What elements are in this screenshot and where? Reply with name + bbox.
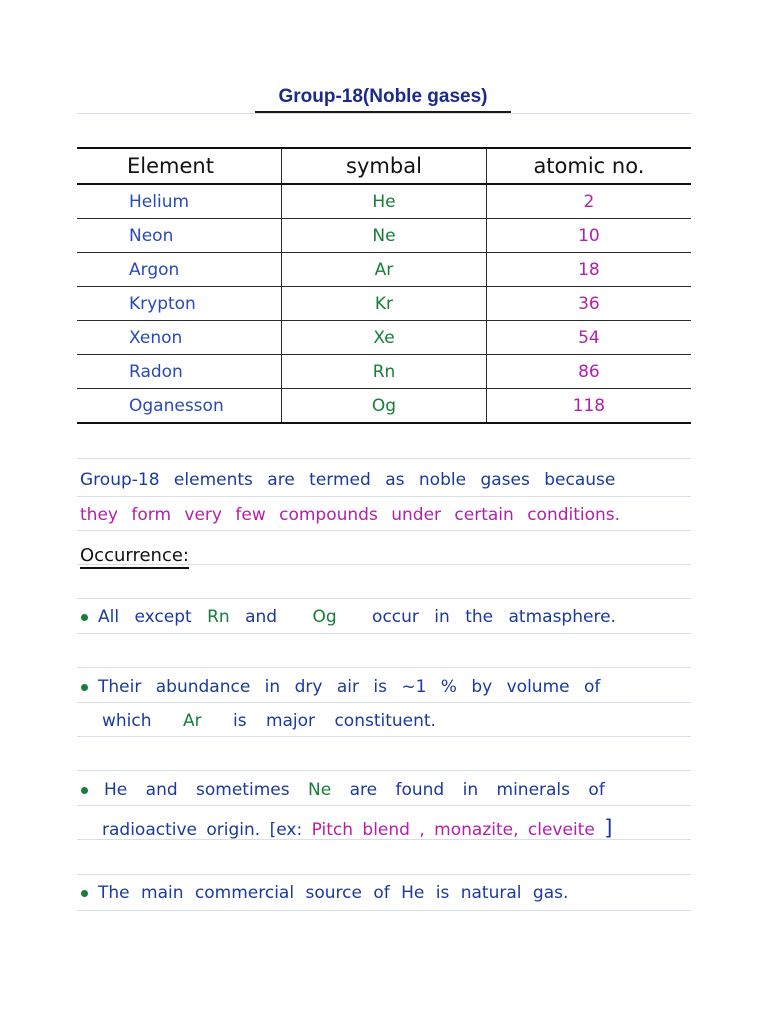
element-name: Neon [77, 219, 282, 253]
element-atomic-no: 118 [486, 389, 691, 424]
element-symbol: He [282, 184, 487, 219]
element-name: Helium [77, 184, 282, 219]
point-1-text-a: All except [98, 607, 192, 627]
element-atomic-no: 2 [486, 184, 691, 219]
point-2-rest: is major constituent. [232, 711, 436, 731]
point-3-text-b4: ] [604, 816, 613, 840]
ruled-line [77, 113, 691, 114]
elements-table [77, 147, 691, 424]
ruled-line [77, 633, 691, 634]
bullet-icon [81, 787, 88, 794]
page-title: Group-18(Noble gases) [255, 86, 511, 113]
point-1-and: and [245, 607, 278, 627]
table-row [77, 321, 691, 355]
point-1-og: Og [312, 607, 337, 627]
element-atomic-no: 10 [486, 219, 691, 253]
point-2-line-1: Their abundance in dry air is ~1 % by volume of [98, 677, 601, 697]
point-1-rn: Rn [207, 607, 230, 627]
table-row [77, 253, 691, 287]
point-4-line-1: The main commercial source of He is natural gas. [98, 883, 569, 903]
point-2-ar: Ar [182, 711, 202, 731]
table-row [77, 389, 691, 424]
element-symbol: Xe [282, 321, 487, 355]
point-3-examples: Pitch blend , monazite, cleveite [311, 820, 595, 840]
point-3-line-1 [104, 780, 714, 800]
ruled-line [77, 805, 691, 806]
ruled-line [77, 458, 691, 459]
element-name: Oganesson [77, 389, 282, 424]
ruled-line [77, 496, 691, 497]
intro-line-1: Group-18 elements are termed as noble gases because [80, 470, 616, 490]
bullet-icon [81, 614, 88, 621]
header-element: Element [77, 148, 282, 184]
section-heading: Occurrence: [80, 545, 189, 569]
point-3-ne: Ne [307, 780, 332, 800]
table-row [77, 355, 691, 389]
ruled-line [77, 874, 691, 875]
element-name: Argon [77, 253, 282, 287]
point-1-text-b: occur in the atmasphere. [372, 607, 616, 627]
point-3-text-a1: He and sometimes [104, 780, 290, 800]
element-name: Radon [77, 355, 282, 389]
header-atomic-no: atomic no. [486, 148, 691, 184]
header-symbol: symbal [282, 148, 487, 184]
point-3-text-a2: are found in minerals of [349, 780, 605, 800]
ruled-line [77, 598, 691, 599]
element-atomic-no: 86 [486, 355, 691, 389]
table-row [77, 219, 691, 253]
point-2-line-2 [102, 711, 712, 731]
ruled-line [77, 530, 691, 531]
element-atomic-no: 36 [486, 287, 691, 321]
element-symbol: Ne [282, 219, 487, 253]
element-symbol: Rn [282, 355, 487, 389]
element-name: Xenon [77, 321, 282, 355]
ruled-line [77, 736, 691, 737]
bullet-icon [81, 890, 88, 897]
ruled-line [77, 910, 691, 911]
bullet-icon [81, 684, 88, 691]
point-3-text-b2: [ex: [269, 820, 303, 840]
ruled-line [77, 770, 691, 771]
element-atomic-no: 18 [486, 253, 691, 287]
point-3-line-2 [102, 816, 712, 840]
table-header-row [77, 148, 691, 184]
point-2-which: which [102, 711, 152, 731]
element-atomic-no: 54 [486, 321, 691, 355]
element-name: Krypton [77, 287, 282, 321]
element-symbol: Ar [282, 253, 487, 287]
point-3-text-b1: radioactive origin. [102, 820, 261, 840]
point-1 [98, 607, 708, 627]
table-row [77, 184, 691, 219]
element-symbol: Og [282, 389, 487, 424]
ruled-line [77, 667, 691, 668]
element-symbol: Kr [282, 287, 487, 321]
intro-line-2: they form very few compounds under certain conditions. [80, 505, 621, 525]
ruled-line [77, 702, 691, 703]
table-row [77, 287, 691, 321]
